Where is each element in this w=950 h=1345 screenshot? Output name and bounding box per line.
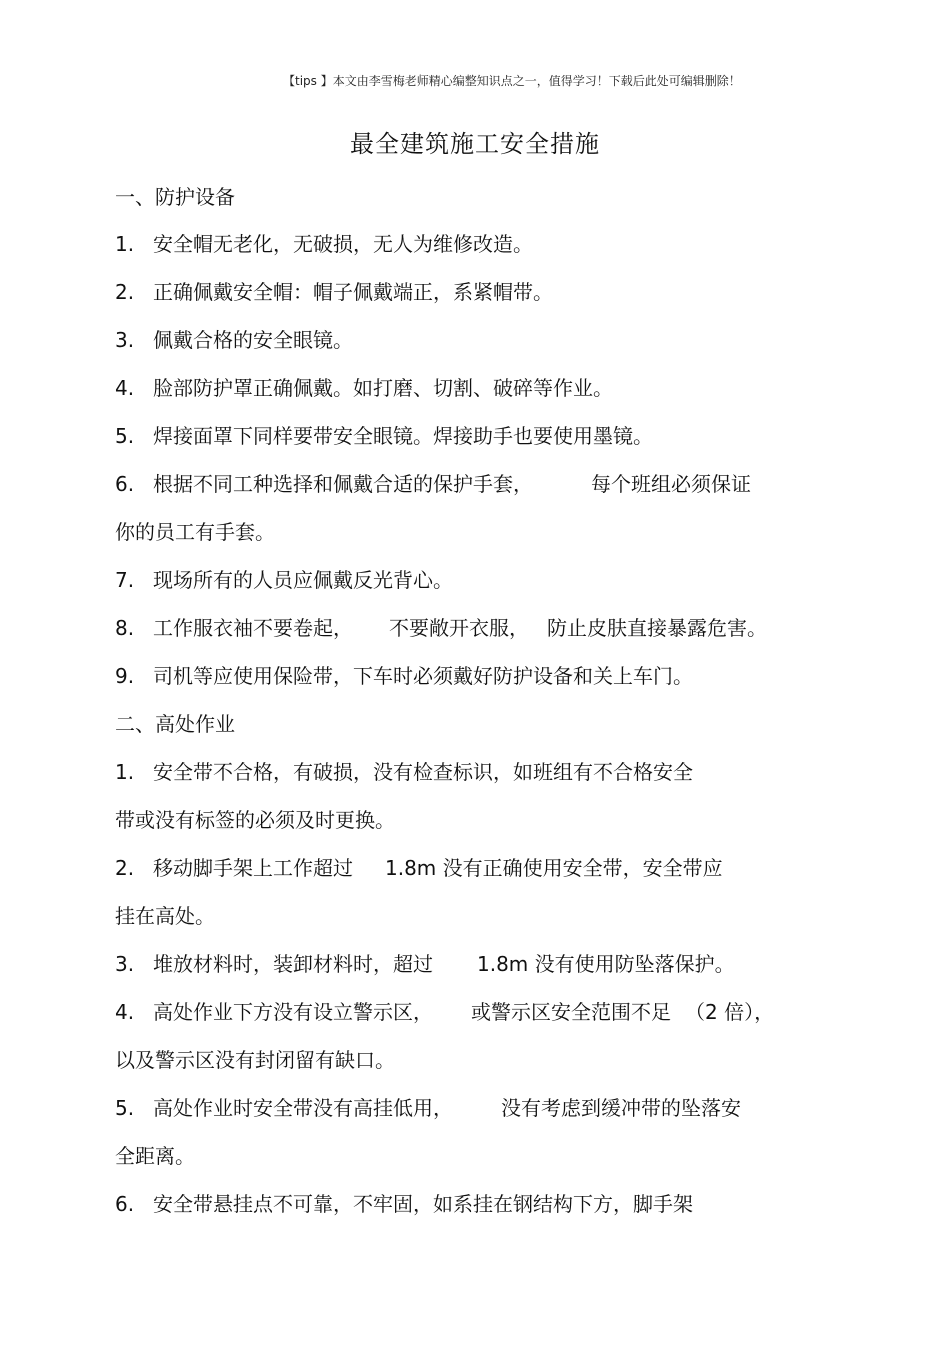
list-item-continuation: 以及警示区没有封闭留有缺口。	[115, 1048, 395, 1072]
list-item	[115, 951, 735, 977]
item-number: 6.	[115, 472, 135, 496]
item-text: 不要敞开衣服，	[389, 616, 529, 640]
list-item	[115, 999, 774, 1025]
item-text: 安全带悬挂点不可靠，不牢固，如系挂在钢结构下方，脚手架	[153, 1192, 693, 1216]
item-text: 没有考虑到缓冲带的坠落安	[501, 1096, 741, 1120]
item-text: 移动脚手架上工作超过	[153, 856, 353, 880]
list-item-continuation: 你的员工有手套。	[115, 520, 275, 544]
list-item	[115, 663, 693, 689]
item-number: 5.	[115, 1096, 135, 1120]
list-item-continuation: 全距离。	[115, 1144, 195, 1168]
list-item	[115, 231, 533, 257]
list-item	[115, 279, 553, 305]
item-number: 4.	[115, 1000, 135, 1024]
list-item	[115, 1191, 693, 1217]
list-item	[115, 423, 653, 449]
item-text: 根据不同工种选择和佩戴合适的保护手套，	[153, 472, 533, 496]
list-item-continuation: 挂在高处。	[115, 904, 215, 928]
item-number: 4.	[115, 376, 135, 400]
item-text: 1.8m 没有正确使用安全带，安全带应	[385, 856, 723, 880]
list-item-continuation: 带或没有标签的必须及时更换。	[115, 808, 395, 832]
header-tips: 【tips 】本文由李雪梅老师精心编整知识点之一，值得学习！下载后此处可编辑删除！	[283, 74, 741, 88]
item-number: 1.	[115, 760, 135, 784]
list-item	[115, 1095, 741, 1121]
item-number: 3.	[115, 328, 135, 352]
item-text: 防止皮肤直接暴露危害。	[547, 616, 767, 640]
item-text: 高处作业时安全带没有高挂低用，	[153, 1096, 453, 1120]
list-item	[115, 615, 767, 641]
page-title: 最全建筑施工安全措施	[350, 130, 600, 158]
item-text: 佩戴合格的安全眼镜。	[153, 328, 353, 352]
item-text: 焊接面罩下同样要带安全眼镜。焊接助手也要使用墨镜。	[153, 424, 653, 448]
section-heading-work-at-height: 二、高处作业	[115, 712, 235, 736]
item-text: 现场所有的人员应佩戴反光背心。	[153, 568, 453, 592]
list-item	[115, 855, 723, 881]
item-text: 正确佩戴安全帽：帽子佩戴端正，系紧帽带。	[153, 280, 553, 304]
item-number: 8.	[115, 616, 135, 640]
item-text: 脸部防护罩正确佩戴。如打磨、切割、破碎等作业。	[153, 376, 613, 400]
list-item	[115, 375, 613, 401]
item-number: 3.	[115, 952, 135, 976]
item-number: 9.	[115, 664, 135, 688]
item-text: 或警示区安全范围不足	[471, 1000, 671, 1024]
list-item	[115, 327, 353, 353]
section-heading-protective-equipment: 一、防护设备	[115, 185, 235, 209]
item-number: 5.	[115, 424, 135, 448]
item-number: 1.	[115, 232, 135, 256]
item-number: 6.	[115, 1192, 135, 1216]
item-text: 工作服衣袖不要卷起，	[153, 616, 353, 640]
item-number: 7.	[115, 568, 135, 592]
item-text: 堆放材料时，装卸材料时，超过	[153, 952, 433, 976]
item-text: 安全帽无老化，无破损，无人为维修改造。	[153, 232, 533, 256]
item-text: 1.8m 没有使用防坠落保护。	[477, 952, 735, 976]
list-item	[115, 567, 453, 593]
item-number: 2.	[115, 856, 135, 880]
list-item	[115, 471, 751, 497]
item-text: （2 倍），	[685, 1000, 775, 1024]
list-item	[115, 759, 693, 785]
item-text: 安全带不合格，有破损，没有检查标识，如班组有不合格安全	[153, 760, 693, 784]
item-text: 高处作业下方没有设立警示区，	[153, 1000, 433, 1024]
item-number: 2.	[115, 280, 135, 304]
item-text: 司机等应使用保险带，下车时必须戴好防护设备和关上车门。	[153, 664, 693, 688]
item-text: 每个班组必须保证	[591, 472, 751, 496]
